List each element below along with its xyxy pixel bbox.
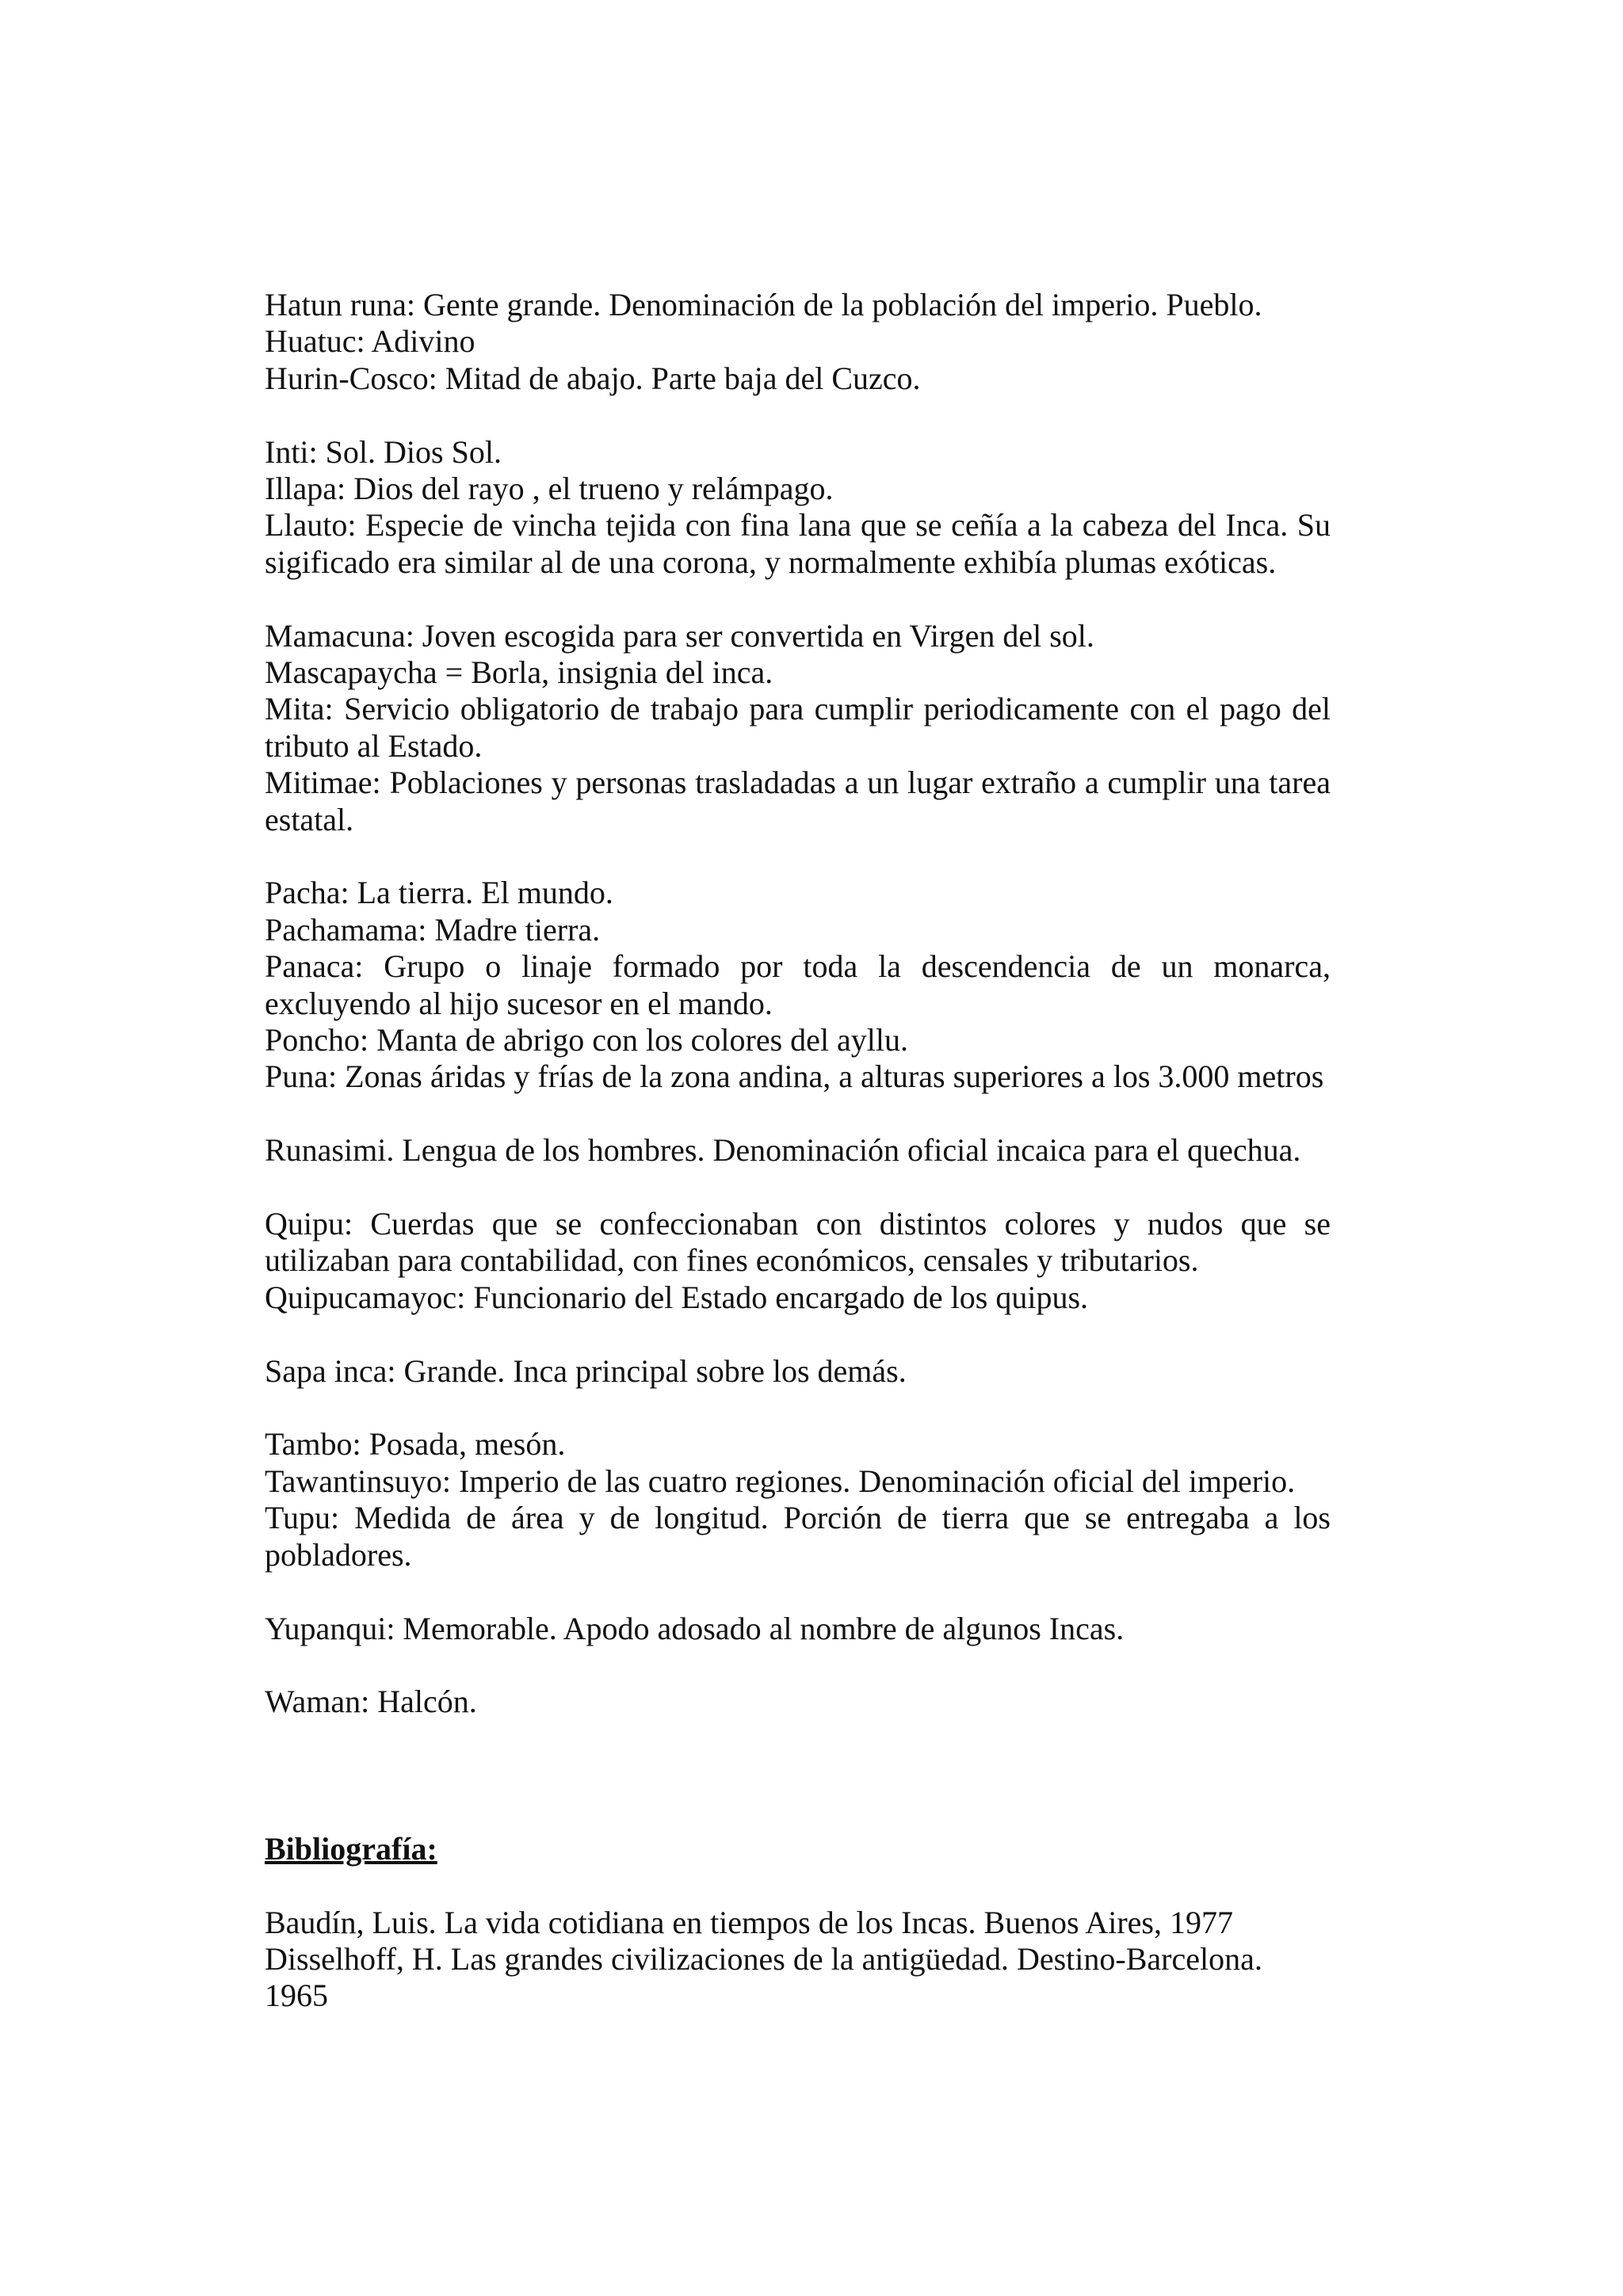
bibliography-heading: Bibliografía: bbox=[265, 1830, 437, 1867]
glossary-entry: Hatun runa: Gente grande. Denominación de la población del imperio. Pueblo. bbox=[265, 287, 1262, 322]
glossary-entry: Yupanqui: Memorable. Apodo adosado al nombre de algunos Incas. bbox=[265, 1610, 1125, 1646]
glossary-entry: Waman: Halcón. bbox=[265, 1684, 477, 1720]
glossary-entry: Illapa: Dios del rayo , el trueno y relámpago. bbox=[265, 471, 834, 507]
glossary-entry: Puna: Zonas áridas y frías de la zona andina, a alturas superiores a los 3.000 metros bbox=[265, 1058, 1324, 1095]
glossary-group-h bbox=[265, 287, 1331, 397]
glossary-entry: Sapa inca: Grande. Inca principal sobre los demás. bbox=[265, 1352, 907, 1389]
glossary-group-t bbox=[265, 1426, 1331, 1573]
glossary-entry: Llauto: Especie de vincha tejida con fina lana que se ceñía a la cabeza del Inca. Su sigificado era similar al de una corona, y normalmente exhibía plumas exóticas. bbox=[265, 507, 1331, 580]
glossary-entry: Poncho: Manta de abrigo con los colores del ayllu. bbox=[265, 1022, 909, 1058]
bibliography-item: Baudín, Luis. La vida cotidiana en tiempos de los Incas. Buenos Aires, 1977 bbox=[265, 1904, 1233, 1940]
glossary-group-q bbox=[265, 1206, 1331, 1316]
glossary-group-s bbox=[265, 1353, 1331, 1390]
glossary-entry: Quipucamayoc: Funcionario del Estado encargado de los quipus. bbox=[265, 1279, 1089, 1315]
glossary-group-y bbox=[265, 1611, 1331, 1647]
glossary-entry: Quipu: Cuerdas que se confeccionaban con distintos colores y nudos que se utilizaban para contabilidad, con fines económicos, censales y tributarios. bbox=[265, 1206, 1331, 1279]
glossary-entry: Mita: Servicio obligatorio de trabajo para cumplir periodicamente con el pago del tributo al Estado. bbox=[265, 691, 1331, 764]
glossary-entry: Pachamama: Madre tierra. bbox=[265, 911, 601, 948]
glossary-entry: Huatuc: Adivino bbox=[265, 323, 475, 360]
glossary-group-p bbox=[265, 875, 1331, 1095]
glossary-group-w bbox=[265, 1684, 1331, 1720]
glossary-entry: Panaca: Grupo o linaje formado por toda la descendencia de un monarca, excluyendo al hijo sucesor en el mando. bbox=[265, 948, 1331, 1021]
glossary-entry: Mamacuna: Joven escogida para ser convertida en Virgen del sol. bbox=[265, 617, 1094, 654]
document-body bbox=[265, 287, 1331, 2015]
glossary-entry: Tambo: Posada, mesón. bbox=[265, 1426, 566, 1463]
glossary-group-r bbox=[265, 1132, 1331, 1169]
glossary-entry: Runasimi. Lengua de los hombres. Denominación oficial incaica para el quechua. bbox=[265, 1132, 1301, 1169]
glossary-entry: Mascapaycha = Borla, insignia del inca. bbox=[265, 654, 773, 691]
bibliography-item: Disselhoff, H. Las grandes civilizaciones de la antigüedad. Destino-Barcelona. 1965 bbox=[265, 1940, 1262, 2014]
glossary-entry: Hurin-Cosco: Mitad de abajo. Parte baja del Cuzco. bbox=[265, 360, 921, 396]
glossary-entry: Inti: Sol. Dios Sol. bbox=[265, 433, 502, 470]
glossary-entry: Mitimae: Poblaciones y personas trasladadas a un lugar extraño a cumplir una tarea estatal. bbox=[265, 765, 1331, 837]
glossary-entry: Tupu: Medida de área y de longitud. Porción de tierra que se entregaba a los pobladores. bbox=[265, 1500, 1331, 1573]
glossary-group-m bbox=[265, 618, 1331, 838]
bibliography-section bbox=[265, 1831, 1331, 2015]
glossary-entry: Pacha: La tierra. El mundo. bbox=[265, 875, 613, 911]
section-spacer bbox=[265, 1721, 1331, 1831]
glossary-group-i-l bbox=[265, 434, 1331, 582]
glossary-entry: Tawantinsuyo: Imperio de las cuatro regiones. Denominación oficial del imperio. bbox=[265, 1463, 1296, 1499]
